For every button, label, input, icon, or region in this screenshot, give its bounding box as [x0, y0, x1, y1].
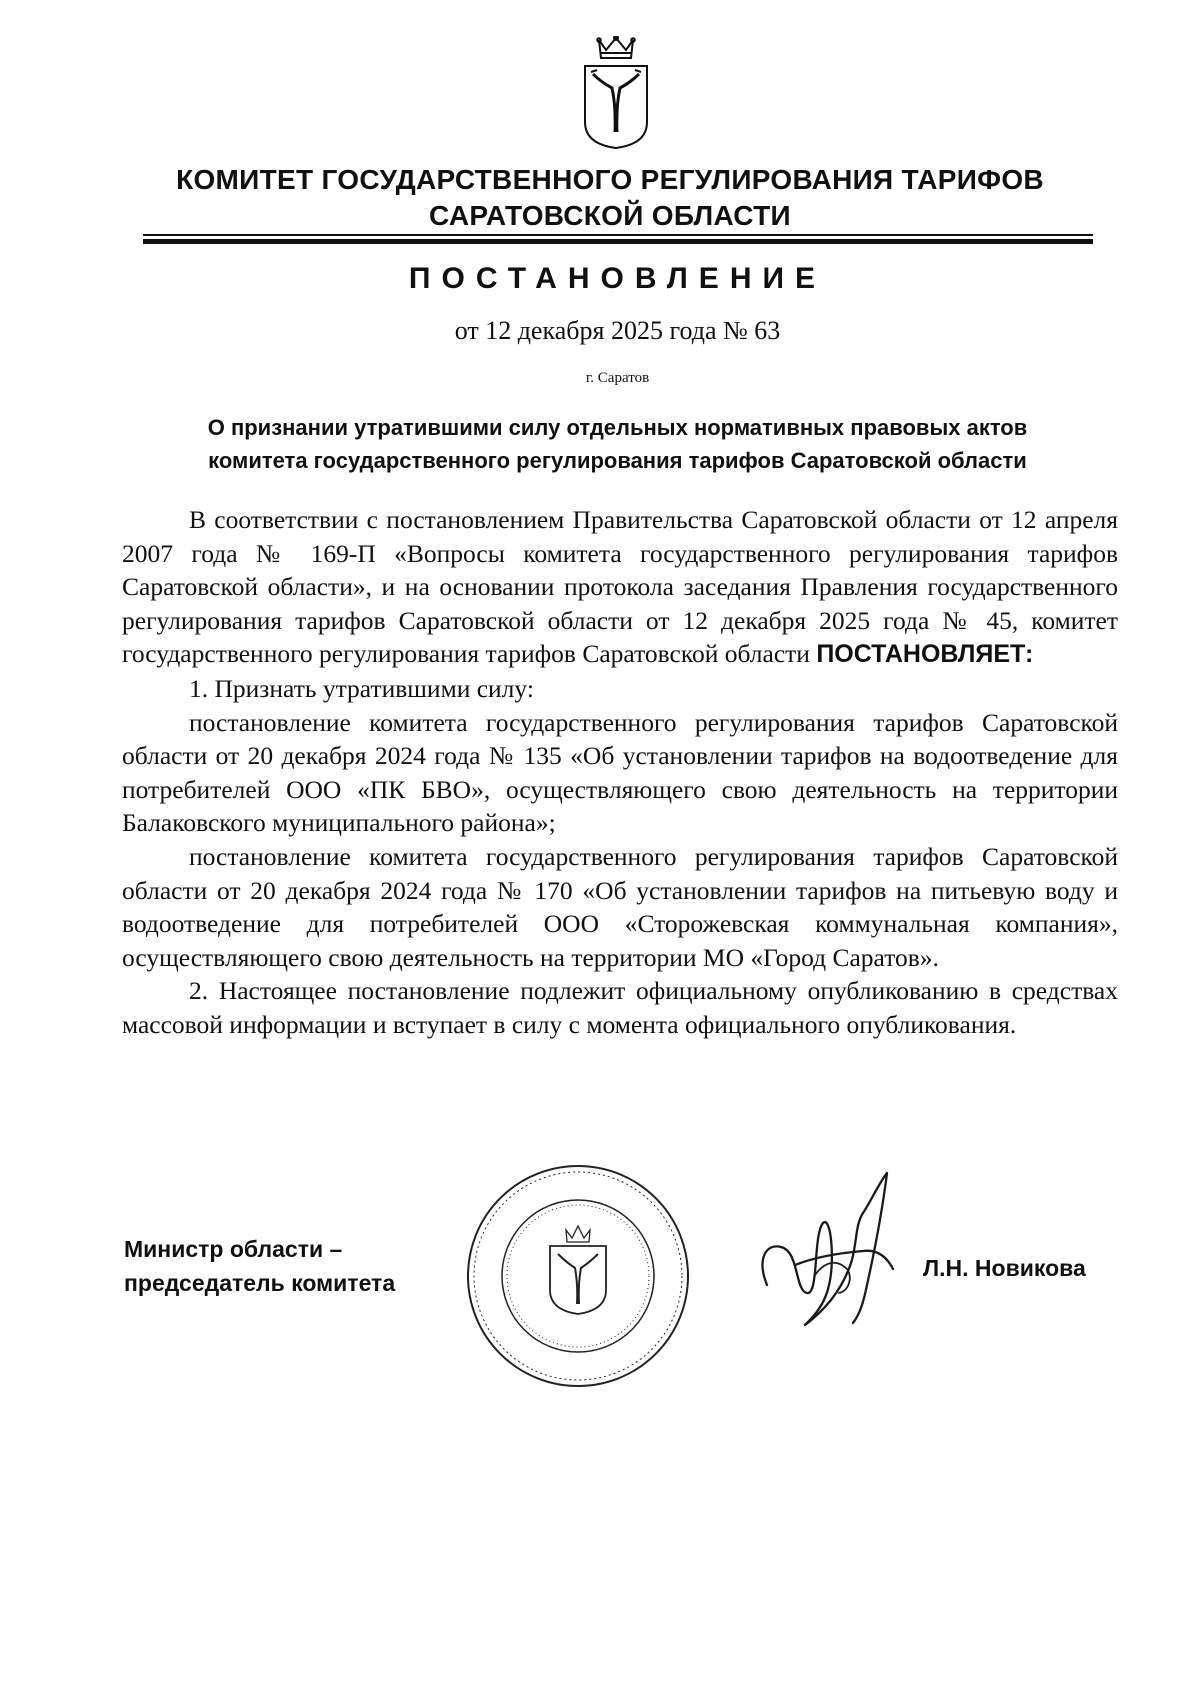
signatory-title: [124, 1232, 395, 1300]
signatory-title-line-2: председатель комитета: [124, 1270, 396, 1296]
decree-word: ПОСТАНОВЛЯЕТ:: [816, 640, 1034, 669]
item-1: 1. Признать утратившими силу:: [189, 673, 534, 703]
document-subject: [120, 411, 1115, 477]
official-seal-icon: [462, 1160, 694, 1392]
document-body: [122, 503, 1118, 1042]
document-city: г. Саратов: [585, 370, 650, 386]
organization-name-line-2: САРАТОВСКОЙ ОБЛАСТИ: [429, 200, 791, 231]
subject-line-1: О признании утратившими силу отдельных нормативных правовых актов: [207, 415, 1028, 440]
header-divider-thin: [143, 234, 1093, 236]
handwritten-signature-icon: [755, 1165, 905, 1340]
organization-name-line-1: КОМИТЕТ ГОСУДАРСТВЕННОГО РЕГУЛИРОВАНИЯ ТАРИФОВ: [176, 164, 1044, 195]
signatory-name: Л.Н. Новикова: [923, 1255, 1086, 1281]
preamble-text: В соответствии с постановлением Правительства Саратовской области от 12 апреля 2007 года № 169-П «Вопросы комитета государственного регулирования тарифов Саратовской области», и на основании протокола заседания Правления государственного регулирования тарифов Саратовской области от 12 декабря 2025 года № 45, комитет государственного регулирования тарифов Саратовской области: [122, 505, 1118, 669]
preamble-paragraph: [122, 503, 1118, 672]
signatory-title-line-1: Министр области –: [124, 1236, 343, 1262]
item-1-b: постановление комитета государственного регулирования тарифов Саратовской области от 20 декабря 2024 года № 170 «Об установлении тарифов на питьевую воду и водоотведение для потребителей ООО «Сторожевская коммунальная компания», осуществляющего свою деятельность на территории МО «Город Саратов».: [122, 841, 1118, 972]
document-type: ПОСТАНОВЛЕНИЕ: [408, 262, 827, 295]
header-divider-thick: [143, 239, 1093, 244]
document-date-number: от 12 декабря 2025 года № 63: [454, 316, 781, 345]
item-1-a: постановление комитета государственного регулирования тарифов Саратовской области от 20 декабря 2024 года № 135 «Об установлении тарифов на водоотведение для потребителей ООО «ПК БВО», осуществляющего свою деятельность на территории Балаковского муниципального района»;: [122, 707, 1118, 838]
item-2: 2. Настоящее постановление подлежит официальному опубликованию в средствах массовой информации и вступает в силу с момента официального опубликования.: [122, 976, 1118, 1039]
subject-line-2: комитета государственного регулирования тарифов Саратовской области: [208, 448, 1027, 473]
coat-of-arms-icon: [579, 36, 653, 152]
